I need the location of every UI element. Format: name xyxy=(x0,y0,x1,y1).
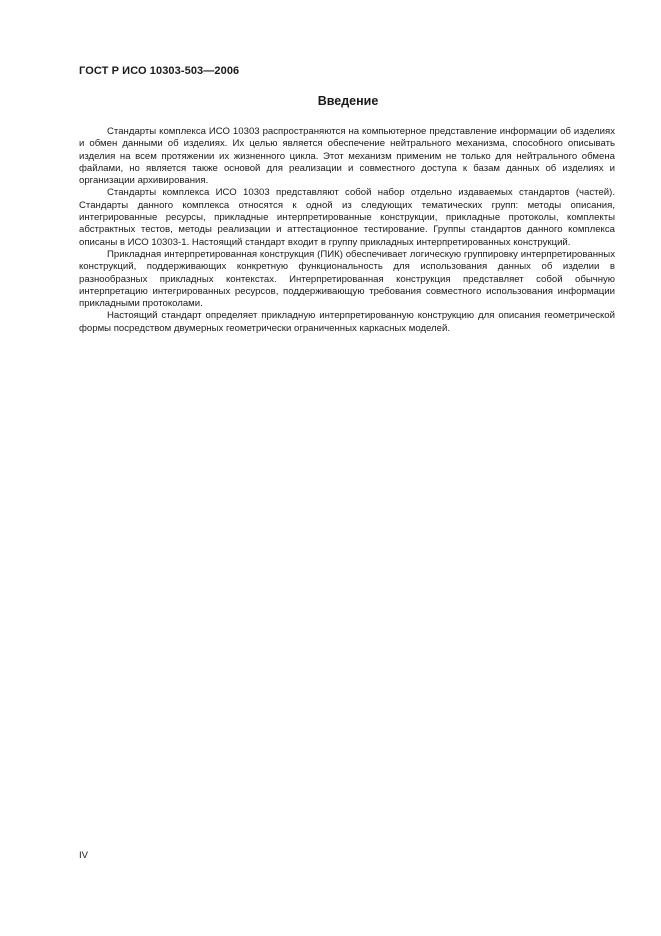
paragraph: Стандарты комплекса ИСО 10303 представляют собой набор отдельно издаваемых стандартов (частей). Стандарты данного комплекса относятся к одной из следующих тематических групп: методы описания, интегрированные ресурсы, прикладные интерпретированные конструкции, прикладные протоколы, комплекты абстрактных тестов, методы реализации и аттестационное тестирование. Группы стандартов данного комплекса описаны в ИСО 10303-1. Настоящий стандарт входит в группу прикладных интерпретированных конструкций. xyxy=(79,187,615,248)
paragraph: Стандарты комплекса ИСО 10303 распространяются на компьютерное представление информации об изделиях и обмен данными об изделиях. Их целью является обеспечение нейтрального механизма, способного описывать изделия на всем протяжении их жизненного цикла. Этот механизм применим не только для нейтрального обмена файлами, но является также основой для реализации и совместного доступа к базам данных об изделиях и организации архивирования. xyxy=(79,126,615,187)
document-code: ГОСТ Р ИСО 10303-503—2006 xyxy=(79,65,240,77)
page-number: IV xyxy=(79,850,88,861)
paragraph: Прикладная интерпретированная конструкция (ПИК) обеспечивает логическую группировку интерпретированных конструкций, поддерживающих конкретную функциональность для использования данных об изделии в разнообразных прикладных контекстах. Интерпретированная конструкция представляет собой обычную интерпретацию интегрированных ресурсов, поддерживающую требования совместного использования информации прикладными протоколами. xyxy=(79,248,615,310)
paragraph: Настоящий стандарт определяет прикладную интерпретированную конструкцию для описания геометрической формы посредством двумерных геометрически ограниченных каркасных моделей. xyxy=(79,310,615,334)
body-text xyxy=(79,126,615,335)
section-title: Введение xyxy=(317,94,379,108)
